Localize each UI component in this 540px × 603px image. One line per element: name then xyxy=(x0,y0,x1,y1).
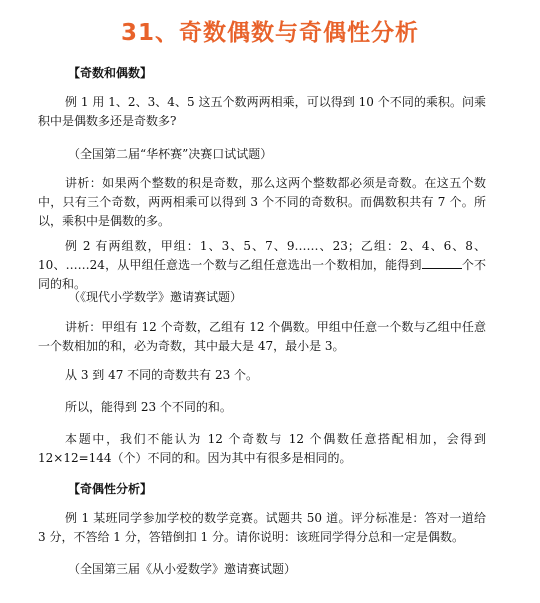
paragraph-example-2 xyxy=(38,237,486,294)
paragraph-example-1: 例 1 用 1、2、3、4、5 这五个数两两相乘，可以得到 10 个不同的乘积。问乘积中是偶数多还是奇数多? xyxy=(38,95,486,128)
answer-blank xyxy=(422,256,462,269)
section-heading-odd-even: 【奇数和偶数】 xyxy=(68,66,153,80)
paragraph-analysis-2: 讲析：甲组有 12 个奇数，乙组有 12 个偶数。甲组中任意一个数与乙组中任意一个数相加的和，必为奇数，其中最大是 47，最小是 3。 xyxy=(38,320,486,353)
paragraph-note: 本题中，我们不能认为 12 个奇数与 12 个偶数任意搭配相加，会得到 12×12=144（个）不同的和。因为其中有很多是相同的。 xyxy=(38,432,486,465)
paragraph-parity-example-1: 例 1 某班同学参加学校的数学竞赛。试题共 50 道。评分标准是：答对一道给 3 分，不答给 1 分，答错倒扣 1 分。请你说明：该班同学得分总和一定是偶数。 xyxy=(38,511,486,544)
section-heading-parity: 【奇偶性分析】 xyxy=(68,482,153,496)
paragraph-analysis-1: 讲析：如果两个整数的积是奇数，那么这两个整数都必须是奇数。在这五个数中，只有三个奇数，两两相乘可以得到 3 个不同的奇数积。而偶数积共有 7 个。所以，乘积中是偶数的多。 xyxy=(38,176,486,228)
source-note-2: （《现代小学数学》邀请赛试题） xyxy=(68,290,243,304)
source-note-1: （全国第二届“华杯赛”决赛口试试题） xyxy=(68,147,273,161)
source-note-3: （全国第三届《从小爱数学》邀请赛试题） xyxy=(68,562,297,576)
example-2-text: 例 2 有两组数，甲组：1、3、5、7、9……、23；乙组：2、4、6、8、10、……24，从甲组任意选一个数与乙组任意选出一个数相加，能得到 xyxy=(38,239,486,272)
paragraph-conclusion: 所以，能得到 23 个不同的和。 xyxy=(65,400,232,414)
paragraph-odd-count: 从 3 到 47 不同的奇数共有 23 个。 xyxy=(65,368,259,382)
page-title: 31、奇数偶数与奇偶性分析 xyxy=(120,20,419,46)
example-2-tail: 个不同的和。 xyxy=(38,258,486,291)
